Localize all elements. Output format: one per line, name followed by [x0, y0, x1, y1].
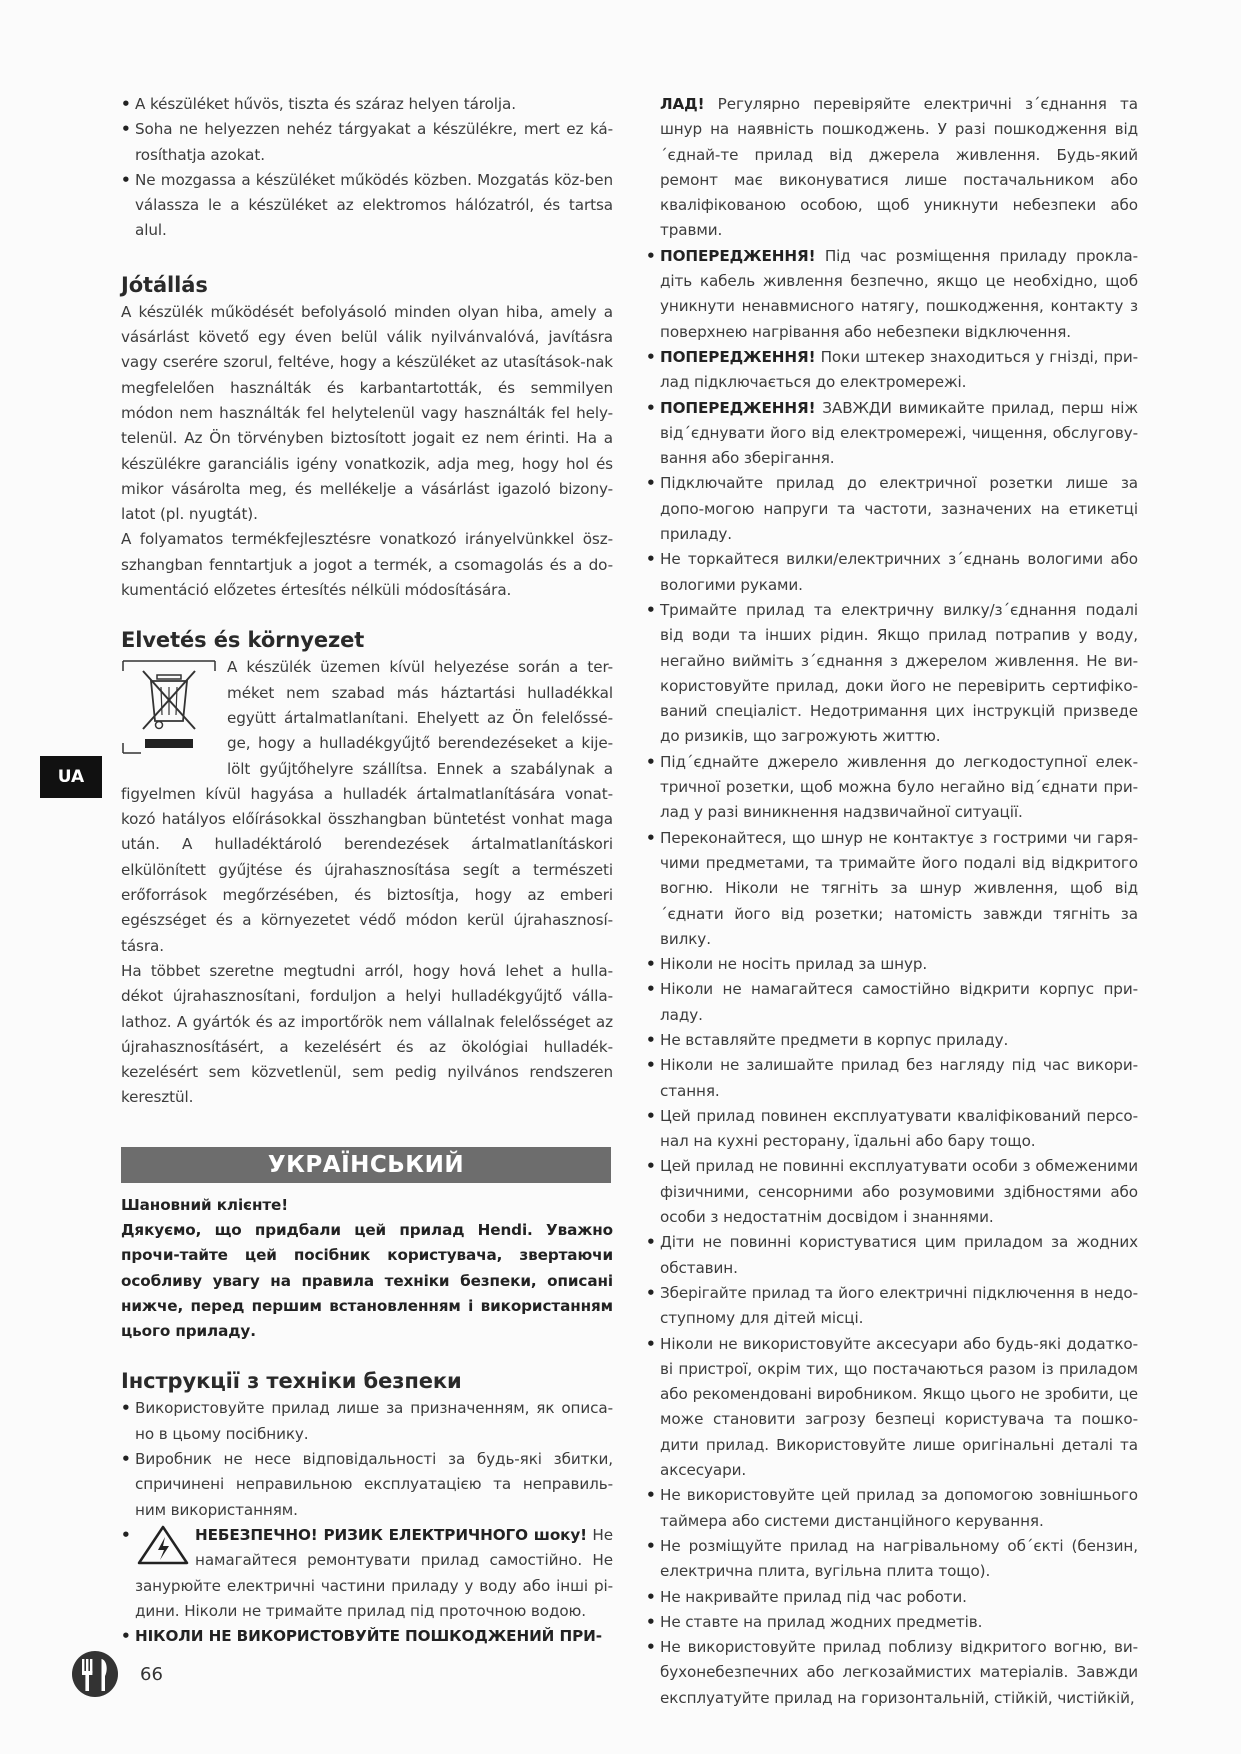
list-item: • Soha ne helyezzen nehéz tárgyakat a készülékre, mert ez ká-rosíthatja azokat.	[121, 117, 613, 168]
disposal-paragraph: A készülék üzemen kívül helyezése során a ter-méket nem szabad más háztartási hulladékkal együtt ártalmatlanítani. Ehelyett az Ön felelőssé-ge, hogy a hulladékgyűjtő berendezéseket a kije-lölt gyűjtőhelyre szállítsa. Ennek a szabálynak a figyelmen kívül hagyása a hulladék ártalmatlanítására vonat-kozó hatályos előírásokkal összhangban büntetést vonhat maga után. A hulladéktároló berendezések ártalmatlanításkori elkülönített gyűjtése és újrahasznosítása segít a természeti erőforrások megőrzésében, és biztosítja, hogy az emberi egészséget és a környezetet védő módon kerül újrahasznosí-tásra.	[121, 658, 613, 955]
warning-item: • ПОПЕРЕДЖЕННЯ! ЗАВЖДИ вимикайте прилад, перш ніж від´єднувати його від електромережі, чищення, обслугову-вання або зберігання.	[646, 396, 1138, 472]
list-item: • Цей прилад повинен експлуатувати кваліфікований персо-нал на кухні ресторану, їдальні або бару тощо.	[646, 1104, 1138, 1155]
page-number: 66	[140, 1664, 163, 1685]
right-column	[646, 92, 1138, 1711]
safety-heading: Інструкції з техніки безпеки	[121, 1369, 462, 1394]
list-item: • Під´єднайте джерело живлення до легкодоступної елек-тричної розетки, щоб можна було негайно від´єднати при-лад у разі виникнення надзвичайної ситуації.	[646, 750, 1138, 826]
list-item: • Ніколи не носіть прилад за шнур.	[646, 952, 1138, 977]
list-item-continuation: ЛАД! Регулярно перевіряйте електричні з´єднання та шнур на наявність пошкоджень. У разі пошкодження від´єднай-те прилад від джерела живлення. Будь-який ремонт має виконуватися лише постачальником або кваліфікованою особою, щоб уникнути небезпеки або травми.	[660, 95, 1138, 240]
warning-item: • ПОПЕРЕДЖЕННЯ! Під час розміщення приладу прокла-діть кабель живлення безпечно, якщо це необхідно, щоб уникнути ненавмисного натягу, пошкодження, контакту з поверхнею нагрівання або небезпеки відключення.	[646, 244, 1138, 345]
warranty-paragraph: A folyamatos termékfejlesztésre vonatkozó irányelvünkkel ösz-szhangban fenntartjuk a jogot a termék, a csomagolás és a do-kumentáció előzetes értesítés nélküli módosítására.	[121, 530, 613, 600]
cutlery-logo-icon	[71, 1650, 119, 1698]
list-item: • A készüléket hűvös, tiszta és száraz helyen tárolja.	[121, 92, 613, 117]
warning-item: • ПОПЕРЕДЖЕННЯ! Поки штекер знаходиться у гнізді, при-лад підключається до електромережі.	[646, 345, 1138, 396]
list-item: • НІКОЛИ НЕ ВИКОРИСТОВУЙТЕ ПОШКОДЖЕНИЙ ПРИ-	[121, 1624, 613, 1649]
list-item: • Зберігайте прилад та його електричні підключення в недо-ступному для дітей місці.	[646, 1281, 1138, 1332]
list-item: • Підключайте прилад до електричної розетки лише за допо-могою напруги та частоти, зазначених на етикетці приладу.	[646, 471, 1138, 547]
warranty-paragraph: A készülék működését befolyásoló minden olyan hiba, amely a vásárlást követő egy éven belül válik nyilvánvalóvá, javításra vagy cserére szorul, feltéve, hogy a készüléket az utasítások-nak megfelelően használták és karbantartották, és semmilyen módon nem használták fel helytelenül vagy használták fel hely-telenül. Az Ön törvényben biztosított jogait ez nem érinti. Ha a készülékre garanciális igény vonatkozik, adja meg, hogy hol és mikor vásárolta meg, és mellékelje a vásárlást igazoló bizony-latot (pl. nyugtát).	[121, 302, 613, 524]
disposal-paragraph: Ha többet szeretne megtudni arról, hogy hová lehet a hulla-dékot újrahasznosítani, forduljon a helyi hulladékgyűjtő válla-lathoz. A gyártók és az importőrök nem vállalnak felelősséget az újrahasznosításért, a kezelésért és az ökológiai hulladék-kezelésért sem közvetlenül, sem pedig nyilvános rendszeren keresztül.	[121, 961, 613, 1107]
list-item: • Ne mozgassa a készüléket működés közben. Mozgatás köz-ben válassza le a készüléket az elektromos hálózatról, és tartsa alul.	[121, 168, 613, 244]
list-item: • Не торкайтеся вилки/електричних з´єднань вологими або вологими руками.	[646, 547, 1138, 598]
intro-paragraph: Дякуємо, що придбали цей прилад Hendi. Уважно прочи-тайте цей посібник користувача, звертаючи особливу увагу на правила техніки безпеки, описані нижче, перед першим встановленням і використанням цього приладу.	[121, 1220, 613, 1341]
weee-bin-icon	[121, 657, 217, 757]
list-item: • Не розміщуйте прилад на нагрівальному об´єкті (бензин, електрична плита, вугільна плита тощо).	[646, 1534, 1138, 1585]
language-tab: UA	[40, 756, 102, 798]
list-item: • Виробник не несе відповідальності за будь-які збитки, спричинені неправильною експлуатацією та неправиль-ним використанням.	[121, 1447, 613, 1523]
list-item: • Ніколи не намагайтеся самостійно відкрити корпус при-ладу.	[646, 977, 1138, 1028]
list-item: • Тримайте прилад та електричну вилку/з´єднання подалі від води та інших рідин. Якщо прилад потрапив у воду, негайно вийміть з´єднання з джерелом живлення. Не ви-користовуйте прилад, доки його не перевірить сертифіко-ваний спеціаліст. Недотримання цих інструкцій призведе до ризиків, що загрожують життю.	[646, 598, 1138, 750]
list-item: • Цей прилад не повинні експлуатувати особи з обмеженими фізичними, сенсорними або розумовими здібностями або особи з недостатнім досвідом і знаннями.	[646, 1154, 1138, 1230]
greeting: Шановний клієнте!	[121, 1195, 289, 1214]
danger-item: • НЕБЕЗПЕЧНО! РИЗИК ЕЛЕКТРИЧНОГО шоку! Не намагайтеся ремонтувати прилад самостійно. Не занурюйте електричні частини приладу у воду або інші рі-дини. Ніколи не тримайте прилад під проточною водою.	[121, 1523, 613, 1624]
list-item: • Не використовуйте цей прилад за допомогою зовнішнього таймера або системи дистанційного керування.	[646, 1483, 1138, 1534]
warranty-heading: Jótállás	[121, 272, 208, 297]
list-item: • Переконайтеся, що шнур не контактує з гострими чи гаря-чими предметами, та тримайте його подалі від відкритого вогню. Ніколи не тягніть за шнур живлення, щоб від´єднати його від розетки; натомість завжди тягніть за вилку.	[646, 826, 1138, 952]
left-column	[121, 92, 613, 1649]
list-item: • Не накривайте прилад під час роботи.	[646, 1585, 1138, 1610]
list-item: • Ніколи не залишайте прилад без нагляду під час викори-стання.	[646, 1053, 1138, 1104]
list-item: • Не використовуйте прилад поблизу відкритого вогню, ви-бухонебезпечних або легкозаймистих матеріалів. Завжди експлуатуйте прилад на горизонтальній, стійкій, чистійкій,	[646, 1635, 1138, 1711]
list-item: • Не ставте на прилад жодних предметів.	[646, 1610, 1138, 1635]
ukrainian-section-banner: УКРАЇНСЬКИЙ	[121, 1147, 611, 1183]
electric-hazard-icon	[137, 1525, 189, 1565]
list-item: • Не вставляйте предмети в корпус приладу.	[646, 1028, 1138, 1053]
list-item: • Ніколи не використовуйте аксесуари або будь-які додатко-ві пристрої, окрім тих, що постачаються разом із приладом або рекомендовані виробником. Якщо цього не зробити, це може становити загрозу безпеці користувача та пошко-дити прилад. Використовуйте лише оригінальні деталі та аксесуари.	[646, 1332, 1138, 1484]
list-item: • Діти не повинні користуватися цим приладом за жодних обставин.	[646, 1230, 1138, 1281]
list-item: • Використовуйте прилад лише за призначенням, як описа-но в цьому посібнику.	[121, 1396, 613, 1447]
disposal-heading: Elvetés és környezet	[121, 628, 365, 653]
